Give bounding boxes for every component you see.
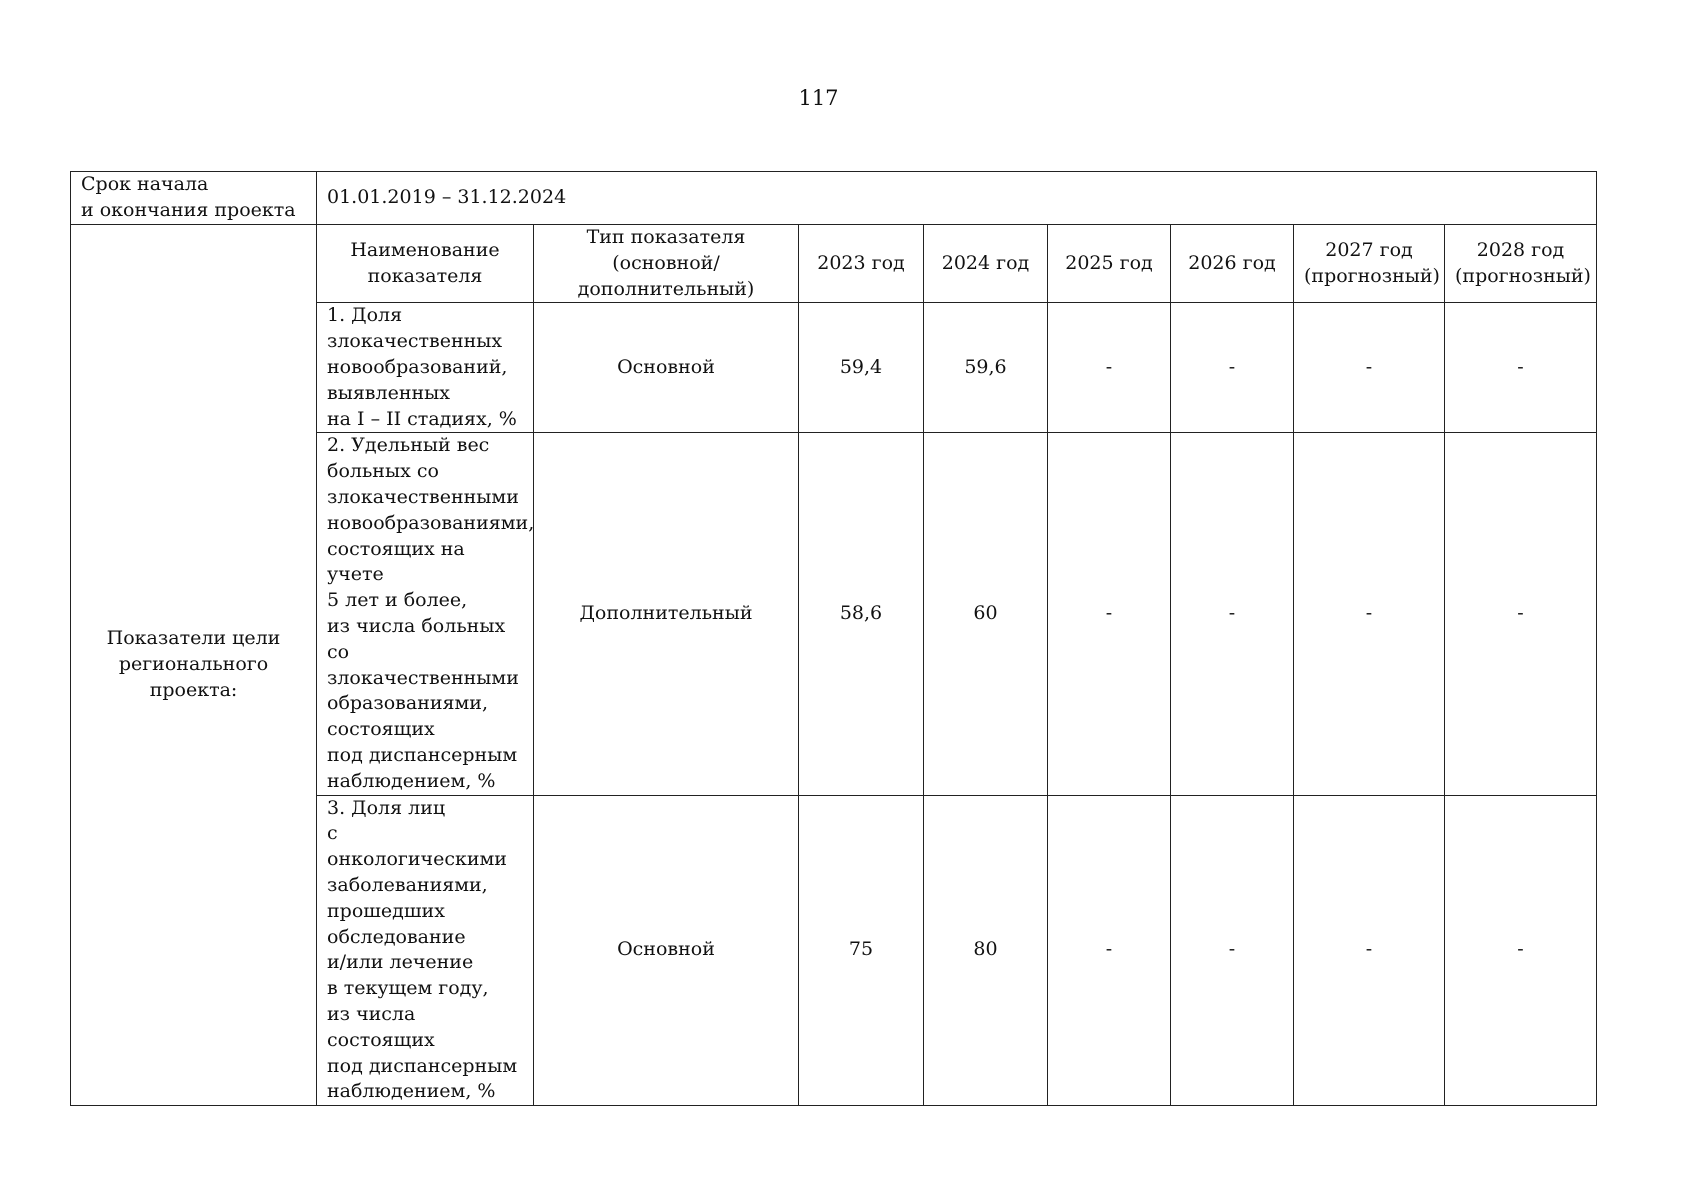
column-header-2026: 2026 год (1171, 225, 1294, 303)
project-term-row (71, 172, 1597, 225)
column-header-name: Наименование показателя (317, 225, 534, 303)
value-2024: 59,6 (924, 303, 1048, 433)
project-term-value: 01.01.2019 – 31.12.2024 (317, 172, 1597, 225)
value-2028: - (1445, 795, 1597, 1106)
value-2023: 58,6 (799, 433, 924, 795)
page-number: 117 (798, 86, 839, 110)
indicator-type: Дополнительный (534, 433, 799, 795)
value-2023: 59,4 (799, 303, 924, 433)
column-header-type: Тип показателя (основной/ дополнительный) (534, 225, 799, 303)
value-2027: - (1294, 303, 1445, 433)
value-2026: - (1171, 795, 1294, 1106)
value-2025: - (1048, 433, 1171, 795)
indicator-name: 3. Доля лиц с онкологическими заболеваниями, прошедших обследование и/или лечение в текущем году, из числа состоящих под диспансерным наблюдением, % (317, 795, 534, 1106)
value-2023: 75 (799, 795, 924, 1106)
value-2024: 80 (924, 795, 1048, 1106)
column-header-2028: 2028 год (прогнозный) (1445, 225, 1597, 303)
indicator-name: 2. Удельный вес больных со злокачественными новообразованиями, состоящих на учете 5 лет и более, из числа больных со злокачественными образованиями, состоящих под диспансерным наблюдением, % (317, 433, 534, 795)
value-2024: 60 (924, 433, 1048, 795)
value-2028: - (1445, 433, 1597, 795)
value-2026: - (1171, 303, 1294, 433)
value-2025: - (1048, 303, 1171, 433)
value-2025: - (1048, 795, 1171, 1106)
project-indicators-table (70, 171, 1597, 1106)
column-header-2023: 2023 год (799, 225, 924, 303)
value-2027: - (1294, 795, 1445, 1106)
column-header-2024: 2024 год (924, 225, 1048, 303)
indicator-type: Основной (534, 795, 799, 1106)
indicator-type: Основной (534, 303, 799, 433)
project-term-label: Срок начала и окончания проекта (71, 172, 317, 225)
indicator-name: 1. Доля злокачественных новообразований, выявленных на I – II стадиях, % (317, 303, 534, 433)
table-header-row (71, 225, 1597, 303)
column-header-2027: 2027 год (прогнозный) (1294, 225, 1445, 303)
value-2027: - (1294, 433, 1445, 795)
indicators-label: Показатели цели регионального проекта: (71, 225, 317, 1106)
column-header-2025: 2025 год (1048, 225, 1171, 303)
value-2026: - (1171, 433, 1294, 795)
value-2028: - (1445, 303, 1597, 433)
